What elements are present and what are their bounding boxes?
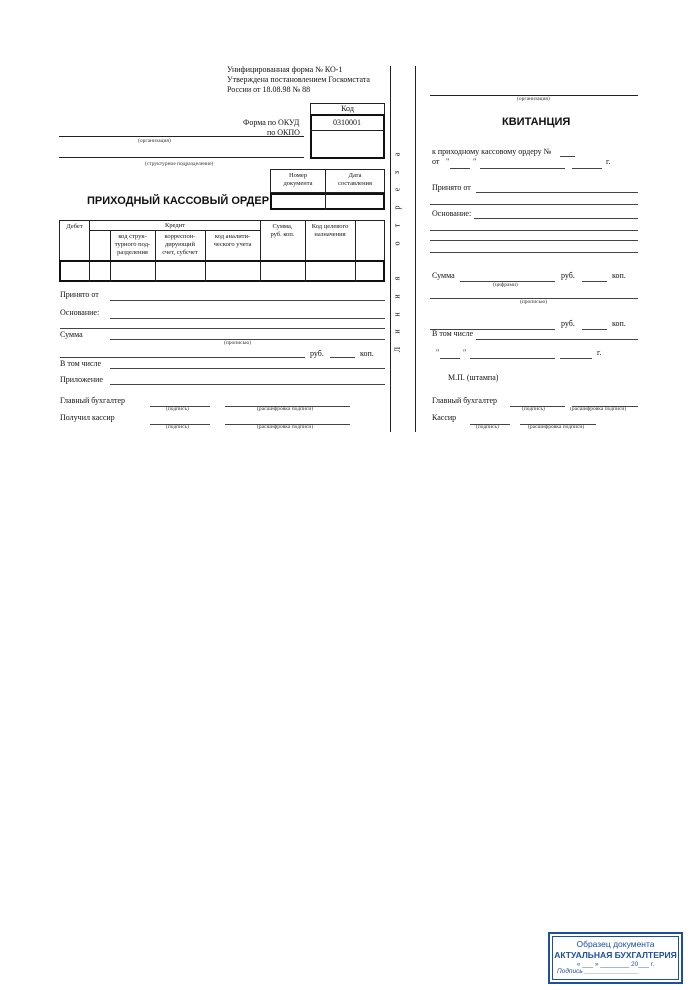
rub-label: руб. — [310, 349, 324, 358]
summa-header: Сумма, руб. коп. — [270, 223, 295, 238]
stamp-line4: Подпись _______________ — [557, 968, 639, 975]
doc-number-label: Номер документа — [283, 172, 313, 187]
subdiv-caption: (структурное подразделение) — [145, 161, 214, 167]
summa-label: Сумма — [60, 330, 83, 339]
subdiv-line[interactable] — [59, 157, 304, 158]
prilozhenie-label: Приложение — [60, 375, 103, 384]
cut-line-letter: н — [392, 311, 402, 317]
r-v-tom-chisle-line[interactable] — [476, 339, 638, 340]
okud-value[interactable]: 0310001 — [333, 118, 361, 127]
org-line[interactable] — [59, 136, 304, 137]
gl-buh-name-caption: (расшифровка подписи) — [257, 406, 314, 412]
osnovanie-label: Основание: — [60, 308, 100, 317]
kredit-col3: код аналити- ческого учета — [213, 233, 252, 248]
okpo-label: по ОКПО — [267, 128, 300, 137]
numdate-values[interactable] — [270, 193, 385, 210]
r-g-label-2: г. — [597, 348, 602, 357]
r-year-line-2[interactable] — [560, 358, 592, 359]
kassir-sign-caption: (подпись) — [166, 424, 189, 430]
r-month-line-2[interactable] — [470, 358, 555, 359]
r-org-caption: (организация) — [517, 96, 550, 102]
kredit-col1: код струк- турного под- разделения — [114, 233, 151, 256]
kod-cel-header: Код целевого назначения — [311, 223, 349, 238]
r-rub-label-2: руб. — [561, 319, 575, 328]
form-header-line2: Утверждена постановлением Госкомстата — [227, 75, 370, 84]
kredit-col2: корреспон- дирующий счет, субсчет — [162, 233, 198, 256]
stamp-line2: АКТУАЛЬНАЯ БУХГАЛТЕРИЯ — [554, 950, 677, 960]
stamp-line3: « ___ » ________ 20___ г. — [576, 961, 655, 968]
form-header-line1: Унифицированная форма № КО-1 — [227, 65, 343, 74]
r-osnovanie-label: Основание: — [432, 209, 472, 218]
org-caption: (организация) — [138, 138, 171, 144]
doc-date-label: Дата составления — [337, 172, 373, 187]
r-kassir-sign-caption: (подпись) — [476, 424, 499, 430]
r-prinyato-label: Принято от — [432, 183, 471, 192]
debet-header: Дебет — [66, 223, 83, 230]
gl-buh-sign-caption: (подпись) — [166, 406, 189, 412]
cut-line-left — [390, 66, 391, 432]
cut-line-letter: р — [392, 205, 402, 210]
cut-line-letter: я — [392, 276, 402, 281]
cut-line-letter: Л — [393, 346, 403, 353]
r-g-label: г. — [606, 157, 611, 166]
r-kassir-name-caption: (расшифровка подписи) — [528, 424, 585, 430]
r-day-line-2[interactable] — [440, 358, 460, 359]
order-table-row[interactable] — [59, 260, 385, 282]
r-ciframi-caption: (цифрами) — [493, 282, 518, 288]
kassir-name-caption: (расшифровка подписи) — [257, 424, 314, 430]
kod-label: Код — [341, 104, 354, 113]
cut-line-right — [415, 66, 416, 432]
gl-buh-label: Главный бухгалтер — [60, 396, 125, 405]
r-summa-label: Сумма — [432, 271, 455, 280]
r-quote-close: " — [473, 157, 477, 166]
r-k-prih-label: к приходному кассовому ордеру № — [432, 147, 552, 156]
r-gl-buh-name-caption: (расшифровка подписи) — [570, 406, 627, 412]
r-mp-label: М.П. (штампа) — [448, 373, 499, 382]
prinyato-line[interactable] — [110, 300, 385, 301]
cut-line-letter: т — [392, 223, 402, 228]
r-kassir-label: Кассир — [432, 413, 457, 422]
v-tom-chisle-line[interactable] — [110, 368, 385, 369]
stamp-line1: Образец документа — [576, 939, 655, 949]
kop-label: коп. — [360, 349, 374, 358]
r-year-line[interactable] — [572, 168, 602, 169]
prinyato-label: Принято от — [60, 290, 99, 299]
sample-stamp — [548, 932, 683, 984]
r-quote-open-2: " — [436, 348, 440, 357]
r-kop-label: коп. — [612, 271, 626, 280]
r-quote-close-2: " — [463, 348, 467, 357]
r-osnovanie-line[interactable] — [474, 218, 638, 219]
r-month-line[interactable] — [480, 168, 565, 169]
order-title: ПРИХОДНЫЙ КАССОВЫЙ ОРДЕР — [87, 195, 270, 207]
r-v-tom-chisle-label: В том числе — [432, 329, 474, 338]
r-prinyato-line[interactable] — [476, 192, 638, 193]
prilozhenie-line[interactable] — [110, 384, 385, 385]
receipt-title: КВИТАНЦИЯ — [502, 116, 571, 128]
r-kop-label-2: коп. — [612, 319, 626, 328]
kredit-header: Кредит — [164, 222, 185, 229]
cut-line-letter: и — [392, 294, 402, 299]
osnovanie-line[interactable] — [110, 318, 385, 319]
r-rub-label: руб. — [561, 271, 575, 280]
form-header-line3: России от 18.08.98 № 88 — [227, 85, 311, 94]
poluchil-kassir-label: Получил кассир — [60, 413, 115, 422]
r-propisyu-caption: (прописью) — [520, 299, 548, 305]
cut-line-letter: и — [392, 329, 402, 334]
cut-line-letter: а — [392, 152, 402, 157]
summa-propisyu-caption: (прописью) — [224, 340, 252, 346]
v-tom-chisle-label: В том числе — [60, 359, 102, 368]
r-ot-label: от — [432, 157, 440, 166]
cut-line-letter: е — [392, 188, 402, 192]
okud-label: Форма по ОКУД — [243, 118, 300, 127]
r-quote-open: " — [446, 157, 450, 166]
cut-line-letter: о — [392, 241, 402, 246]
r-gl-buh-sign-caption: (подпись) — [522, 406, 545, 412]
r-day-line[interactable] — [450, 168, 470, 169]
cut-line-letter: з — [392, 170, 402, 174]
r-gl-buh-label: Главный бухгалтер — [432, 396, 497, 405]
